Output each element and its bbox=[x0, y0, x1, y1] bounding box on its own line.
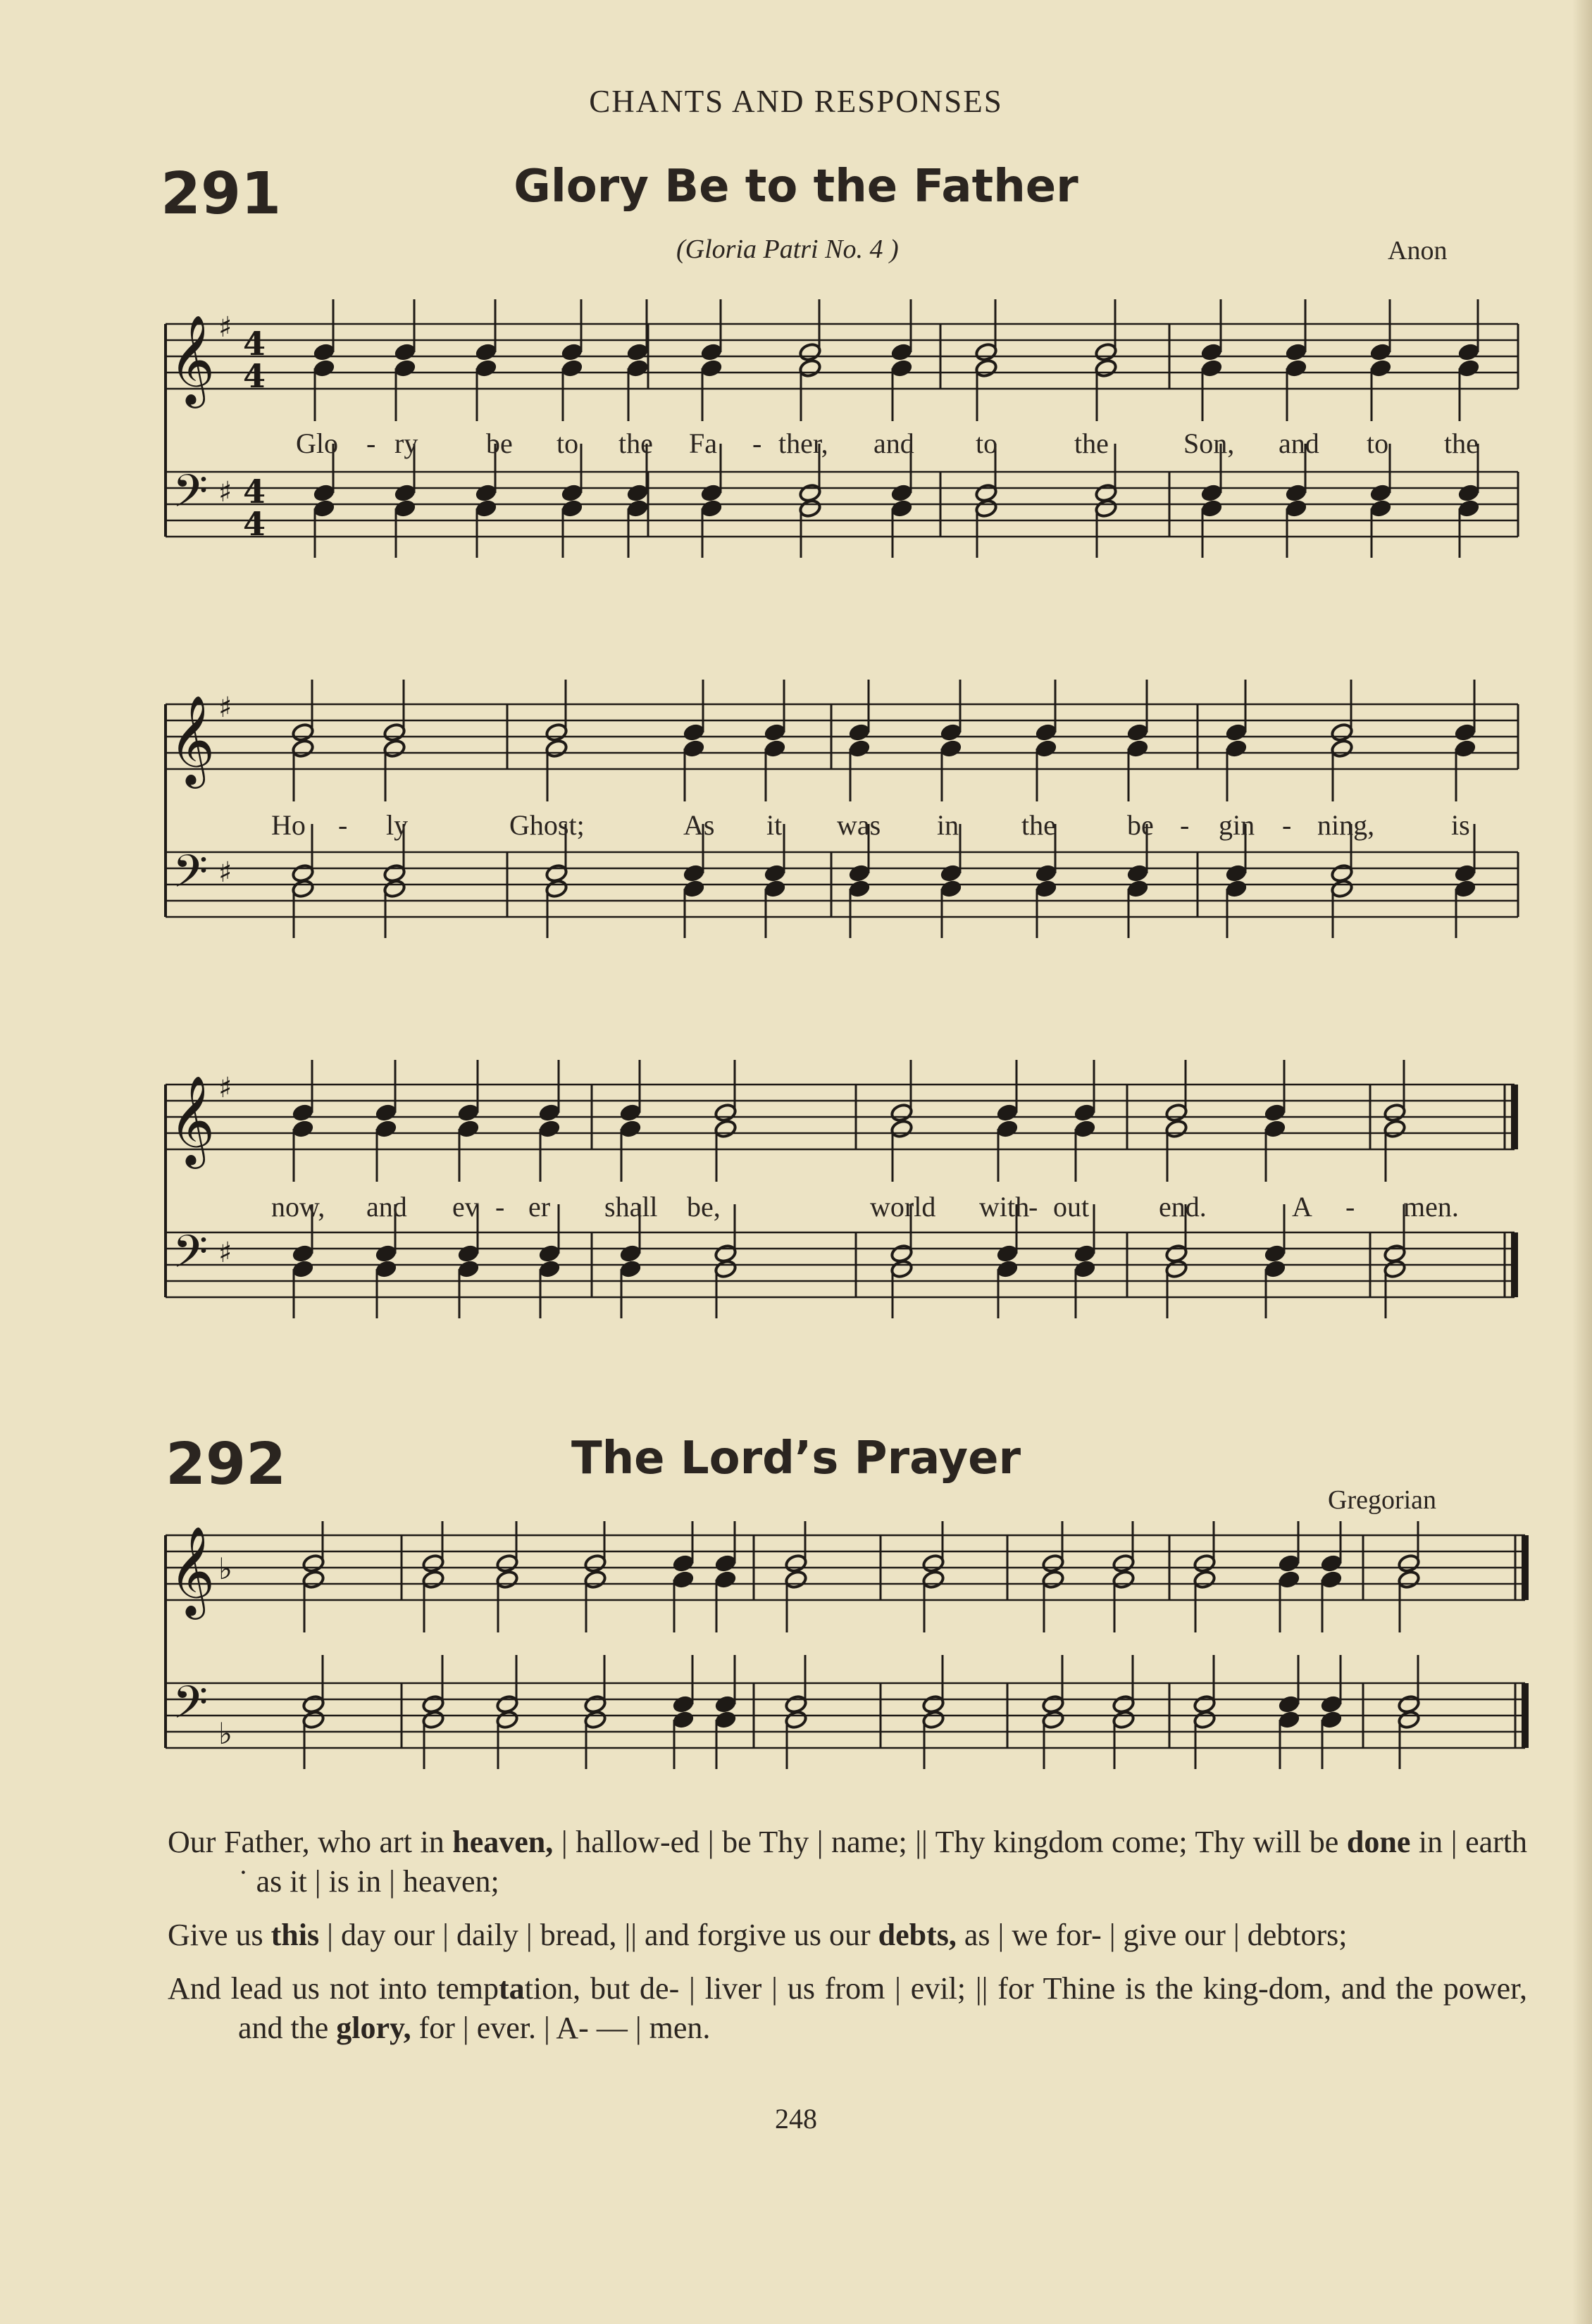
lyric-syllable: Ghost; bbox=[509, 809, 585, 841]
treble-clef-icon: 𝄞 bbox=[169, 694, 216, 785]
lyric-syllable: ev bbox=[452, 1191, 479, 1223]
lyric-syllable: the bbox=[618, 427, 653, 459]
subtitle-text: Gloria Patri No. 4 bbox=[685, 235, 883, 264]
lyrics-line-2 bbox=[162, 808, 1536, 851]
stressed-word: heaven, bbox=[452, 1825, 554, 1859]
subtitle-paren-open: ( bbox=[676, 235, 685, 264]
lyric-syllable: - bbox=[338, 809, 348, 841]
lyric-syllable: now, bbox=[271, 1191, 325, 1223]
hymn-title-292: The Lord’s Prayer bbox=[571, 1432, 1021, 1485]
lyrics-line-3 bbox=[162, 1190, 1536, 1232]
lyric-syllable: be, bbox=[687, 1191, 721, 1223]
flat-key-icon: ♭ bbox=[218, 1551, 232, 1586]
music-system-4 bbox=[0, 1521, 1592, 1789]
lyric-syllable: - bbox=[1345, 1191, 1355, 1223]
bass-clef-icon: 𝄢 bbox=[173, 466, 209, 529]
lyric-syllable: is bbox=[1451, 809, 1470, 841]
lyric-syllable: and bbox=[1279, 427, 1319, 459]
lyric-syllable: - bbox=[752, 427, 762, 459]
running-head: CHANTS AND RESPONSES bbox=[589, 84, 1003, 119]
sharp-key-icon: ♯ bbox=[218, 311, 232, 344]
lyric-syllable: in bbox=[937, 809, 959, 841]
prayer-text-run: as | we for- | give our | debtors; bbox=[956, 1918, 1348, 1952]
sharp-key-icon: ♯ bbox=[218, 1071, 232, 1104]
lyric-syllable: the bbox=[1444, 427, 1479, 459]
lyric-syllable: the bbox=[1074, 427, 1109, 459]
treble-clef-icon: 𝄞 bbox=[169, 1525, 216, 1616]
stressed-word: glory, bbox=[336, 2011, 411, 2045]
prayer-text-run: Give us bbox=[168, 1918, 271, 1952]
lyric-syllable: - bbox=[366, 427, 376, 459]
lyric-syllable: to bbox=[1367, 427, 1389, 459]
lyric-syllable: men. bbox=[1403, 1191, 1459, 1223]
prayer-text-run: | hallow-ed | be Thy | name; || Thy kingdom come; Thy will be bbox=[553, 1825, 1347, 1859]
lyric-syllable: ry bbox=[394, 427, 418, 459]
lyric-syllable: ning, bbox=[1317, 809, 1375, 841]
sharp-key-icon: ♯ bbox=[218, 1236, 232, 1269]
hymn-attribution-292: Gregorian bbox=[1328, 1485, 1437, 1515]
prayer-verse bbox=[168, 1916, 1527, 1955]
lyric-syllable: - bbox=[1028, 1191, 1038, 1223]
flat-key-icon: ♭ bbox=[218, 1716, 232, 1751]
lyric-syllable: end. bbox=[1159, 1191, 1207, 1223]
lyrics-line-1 bbox=[162, 427, 1536, 469]
lyric-syllable: to bbox=[976, 427, 998, 459]
stressed-word: debts, bbox=[878, 1918, 957, 1952]
lyric-syllable: out bbox=[1053, 1191, 1090, 1223]
lyric-syllable: be bbox=[1127, 809, 1154, 841]
stressed-word: ta bbox=[499, 1971, 525, 2006]
prayer-text-run: tion, but de- | liver | us from | evil; || for Thine is the king-dom, and the power, and the bbox=[238, 1971, 1527, 2045]
lyric-syllable: Fa bbox=[689, 427, 717, 459]
hymn-number-291: 291 bbox=[161, 161, 282, 227]
hymn-subtitle-291 bbox=[676, 234, 899, 265]
sharp-key-icon: ♯ bbox=[218, 475, 232, 508]
sharp-key-icon: ♯ bbox=[218, 856, 232, 889]
prayer-verse bbox=[168, 1969, 1527, 2048]
prayer-text-run: | day our | daily | bread, || and forgive us our bbox=[319, 1918, 878, 1952]
stressed-word: done bbox=[1346, 1825, 1411, 1859]
lyric-syllable: with bbox=[979, 1191, 1030, 1223]
subtitle-paren-close: ) bbox=[889, 235, 899, 264]
bass-clef-icon: 𝄢 bbox=[173, 1677, 209, 1740]
lyric-syllable: A bbox=[1292, 1191, 1312, 1223]
bass-clef-icon: 𝄢 bbox=[173, 1226, 209, 1289]
lyric-syllable: Son, bbox=[1183, 427, 1235, 459]
lyric-syllable: - bbox=[495, 1191, 505, 1223]
lyric-syllable: to bbox=[556, 427, 579, 459]
lyric-syllable: ly bbox=[386, 809, 409, 841]
stressed-word: this bbox=[270, 1918, 320, 1952]
prayer-text-run: in | earth ˙ as it | is in | heaven; bbox=[238, 1825, 1528, 1899]
lyric-syllable: Ho bbox=[271, 809, 306, 841]
time-signature-bottom: 4 bbox=[243, 505, 266, 543]
prayer-text-run: And lead us not into temp bbox=[168, 1971, 499, 2006]
lyric-syllable: shall bbox=[604, 1191, 658, 1223]
time-signature-bottom: 4 bbox=[243, 357, 266, 395]
lyric-syllable: world bbox=[870, 1191, 936, 1223]
time-signature-top: 4 bbox=[243, 473, 266, 511]
lyric-syllable: gin bbox=[1219, 809, 1255, 841]
lyric-syllable: and bbox=[366, 1191, 407, 1223]
sharp-key-icon: ♯ bbox=[218, 691, 232, 724]
prayer-text-run: Our Father, who art in bbox=[168, 1825, 453, 1859]
lyric-syllable: be bbox=[486, 427, 513, 459]
prayer-text-run: for | ever. | A- — | men. bbox=[411, 2011, 711, 2045]
lords-prayer-text bbox=[168, 1823, 1527, 2062]
bass-clef-icon: 𝄢 bbox=[173, 846, 209, 909]
hymn-number-292: 292 bbox=[166, 1431, 287, 1498]
hymn-title-291: Glory Be to the Father bbox=[514, 161, 1078, 213]
lyric-syllable: - bbox=[1282, 809, 1292, 841]
treble-clef-icon: 𝄞 bbox=[169, 1075, 216, 1165]
lyric-syllable: the bbox=[1021, 809, 1056, 841]
lyric-syllable: ther, bbox=[778, 427, 828, 459]
lyric-syllable: and bbox=[873, 427, 914, 459]
page-number: 248 bbox=[775, 2103, 817, 2135]
lyric-syllable: was bbox=[837, 809, 881, 841]
lyric-syllable: Glo bbox=[296, 427, 338, 459]
treble-clef-icon: 𝄞 bbox=[169, 314, 216, 404]
prayer-verse bbox=[168, 1823, 1527, 1901]
hymn-attribution-291: Anon bbox=[1388, 236, 1448, 265]
lyric-syllable: er bbox=[528, 1191, 551, 1223]
time-signature-top: 4 bbox=[243, 325, 266, 363]
lyric-syllable: As bbox=[683, 809, 715, 841]
lyric-syllable: it bbox=[766, 809, 783, 841]
lyric-syllable: - bbox=[1180, 809, 1190, 841]
